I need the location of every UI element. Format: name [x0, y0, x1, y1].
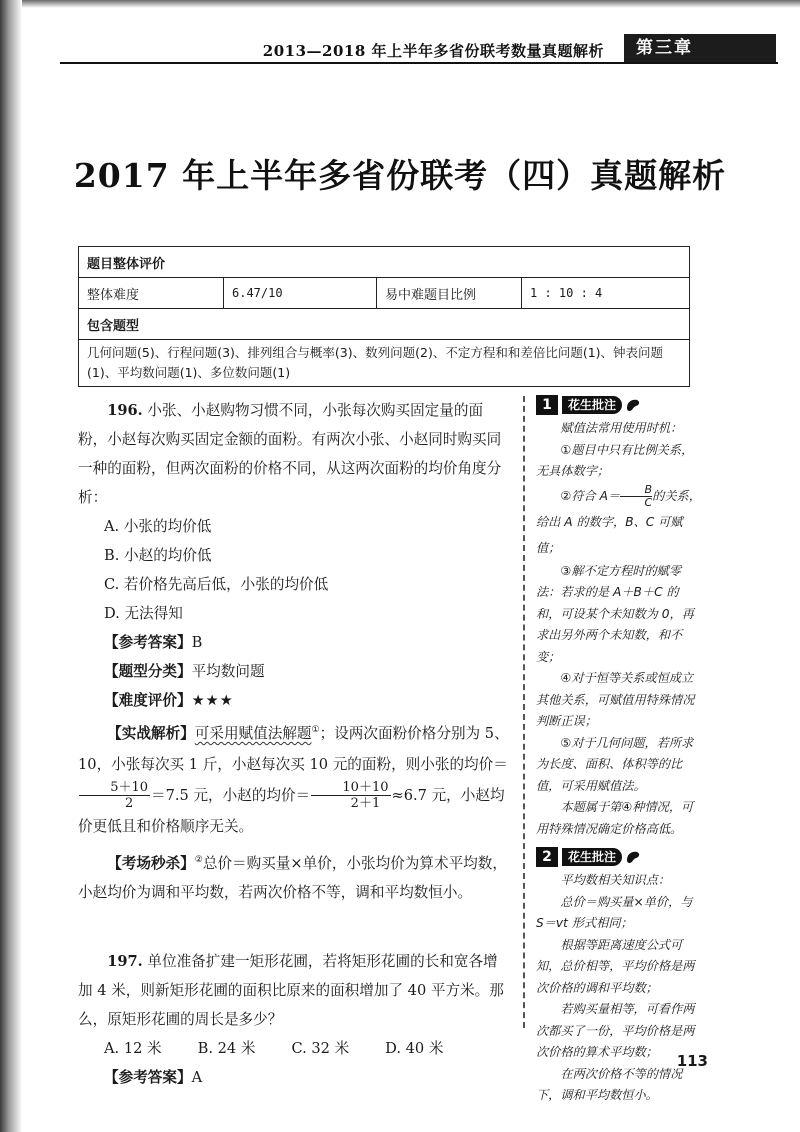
ratio-label: 易中难题目比例	[377, 278, 522, 309]
option-c: C. 若价格先高后低，小张的均价低	[104, 576, 329, 593]
difficulty-stars: ★★★	[191, 692, 234, 709]
difficulty-row-label: 【难度评价】	[104, 692, 192, 709]
annotation-2-intro: 平均数相关知识点：	[560, 873, 671, 887]
answer-label: 【参考答案】	[104, 634, 192, 651]
question-stem: 小张、小赵购物习惯不同，小张每次购买固定量的面粉，小赵每次购买固定金额的面粉。有两次小张、小赵同时购买同一种的面粉，但两次面粉的价格不同，从这两次面粉的均价角度分析：	[78, 402, 502, 506]
evaluation-table	[78, 246, 690, 387]
overall-evaluation-label: 题目整体评价	[79, 247, 690, 278]
annotation-header-1	[536, 394, 701, 416]
question-197	[78, 947, 510, 1034]
options-row	[78, 1034, 510, 1063]
quick-kill-label: 【考场秒杀】	[107, 855, 195, 873]
answer-value: B	[191, 634, 203, 651]
annotation-header-2	[536, 846, 701, 868]
annotation-1-intro: 赋值法常用使用时机：	[560, 421, 683, 435]
annotation-2-point-2: 根据等距离速度公式可知，总价相等，平均价格是两次价格的调和平均数；	[536, 937, 695, 995]
difficulty-label: 整体难度	[79, 278, 224, 309]
analysis-method: 可采用赋值法解题	[194, 724, 312, 742]
quick-kill-text: 总价＝购买量×单价，小张均价为算术平均数，小赵均价为调和平均数，若两次价格不等，调和平均数恒小。	[78, 855, 507, 902]
annotation-1-point-2: ②符合 A＝ $\frac{B}{C}$ 的关系，给出 A 的数字，B、C 可赋值；	[536, 482, 701, 555]
annotation-tag: 花生批注	[562, 848, 622, 866]
option-a: A. 小张的均价低	[104, 518, 212, 535]
analysis-text-3: ≈6.7 元，小赵均价更低且和价格顺序无关。	[78, 786, 505, 836]
question-types-label: 包含题型	[79, 309, 690, 340]
annotation-tag: 花生批注	[562, 396, 622, 414]
type-row	[78, 657, 510, 686]
question-types-value: 几何问题(5)、行程问题(3)、排列组合与概率(3)、数列问题(2)、不定方程和和差倍比问题(1)、钟表问题(1)、平均数问题(1)、多位数问题(1)	[79, 340, 690, 387]
option-c: C. 32 米	[291, 1040, 350, 1058]
header-rule	[60, 62, 778, 64]
difficulty-row	[78, 686, 510, 715]
option-a: A. 12 米	[104, 1040, 162, 1058]
page-number: 113	[676, 1052, 708, 1070]
annotation-2-point-4: 在两次价格不等的情况下，调和平均数恒小。	[536, 1066, 683, 1102]
annotation-1-point-1: ①题目中只有比例关系，无具体数字；	[536, 442, 694, 478]
annotation-number: 2	[536, 847, 558, 867]
option-b: B. 24 米	[197, 1040, 256, 1058]
page-edge-shadow-top	[0, 0, 800, 8]
page-title: 2017 年上半年多省份联考（四）真题解析	[73, 156, 727, 195]
question-number: 197.	[107, 953, 143, 971]
footnote-ref-1: ①	[311, 725, 320, 735]
option-d: D. 无法得知	[104, 605, 183, 622]
annotation-2-point-3: 若购买量相等，可看作两次都买了一份，平均价格是两次价格的算术平均数；	[536, 1002, 695, 1059]
question-number: 196.	[107, 402, 143, 419]
main-column	[78, 396, 510, 1092]
option-d: D. 40 米	[385, 1040, 444, 1058]
type-label: 【题型分类】	[104, 663, 192, 680]
running-header	[0, 34, 800, 64]
annotation-1-point-5: ⑤对于几何问题，若所求为长度、面积、体积等的比值，可采用赋值法。	[536, 735, 694, 793]
answer-value: A	[191, 1069, 203, 1087]
analysis-paragraph	[78, 715, 510, 842]
analysis-text-2: ＝7.5 元，小赵的均价＝	[151, 786, 311, 804]
analysis-text-1: ；设两次面粉价格分别为 5、10，小张每次买 1 斤，小赵每次买 10 元的面粉，则小张的均价＝	[78, 724, 509, 773]
answer-row	[78, 1063, 510, 1092]
footnote-ref-2: ②	[194, 855, 203, 866]
running-title: 2013—2018 年上半年多省份联考数量真题解析	[262, 42, 604, 60]
quick-kill-paragraph	[78, 846, 510, 907]
fraction-xiaozhao: $\frac{10+10}{2+1}$	[311, 780, 390, 811]
fraction-b-over-c: $\frac{B}{C}$	[620, 484, 652, 509]
chapter-badge: 第三章	[624, 34, 776, 62]
question-196	[78, 396, 510, 512]
annotation-number: 1	[536, 395, 558, 415]
ratio-value: 1 : 10 : 4	[522, 278, 690, 309]
peanut-icon	[624, 848, 642, 866]
annotation-1-conclusion: 本题属于第④种情况，可用特殊情况确定价格高低。	[536, 800, 694, 836]
answer-label: 【参考答案】	[104, 1069, 192, 1087]
analysis-label: 【实战解析】	[107, 724, 195, 742]
question-stem: 单位准备扩建一矩形花圃，若将矩形花圃的长和宽各增加 4 米，则新矩形花圃的面积比原来的面积增加了 40 平方米。那么，原矩形花圃的周长是多少？	[78, 953, 504, 1029]
peanut-icon	[624, 396, 642, 414]
difficulty-value: 6.47/10	[224, 278, 377, 309]
annotation-1-point-4: ④对于恒等关系或恒成立其他关系，可赋值用特殊情况判断正误；	[536, 671, 695, 728]
answer-row	[78, 628, 510, 657]
annotation-1-point-3: ③解不定方程时的赋零法：若求的是 A＋B＋C 的和，可设某个未知数为 0，再求出另外两个未知数，和不变；	[536, 563, 694, 664]
sidebar-annotations	[536, 394, 701, 1107]
option-b: B. 小赵的均价低	[104, 547, 212, 564]
fraction-xiaozhang: $\frac{5+10}{2}$	[79, 780, 150, 811]
type-value: 平均数问题	[191, 663, 265, 680]
annotation-2-point-1: 总价＝购买量×单价，与 S＝vt 形式相同；	[536, 894, 693, 930]
column-divider	[523, 396, 525, 1028]
